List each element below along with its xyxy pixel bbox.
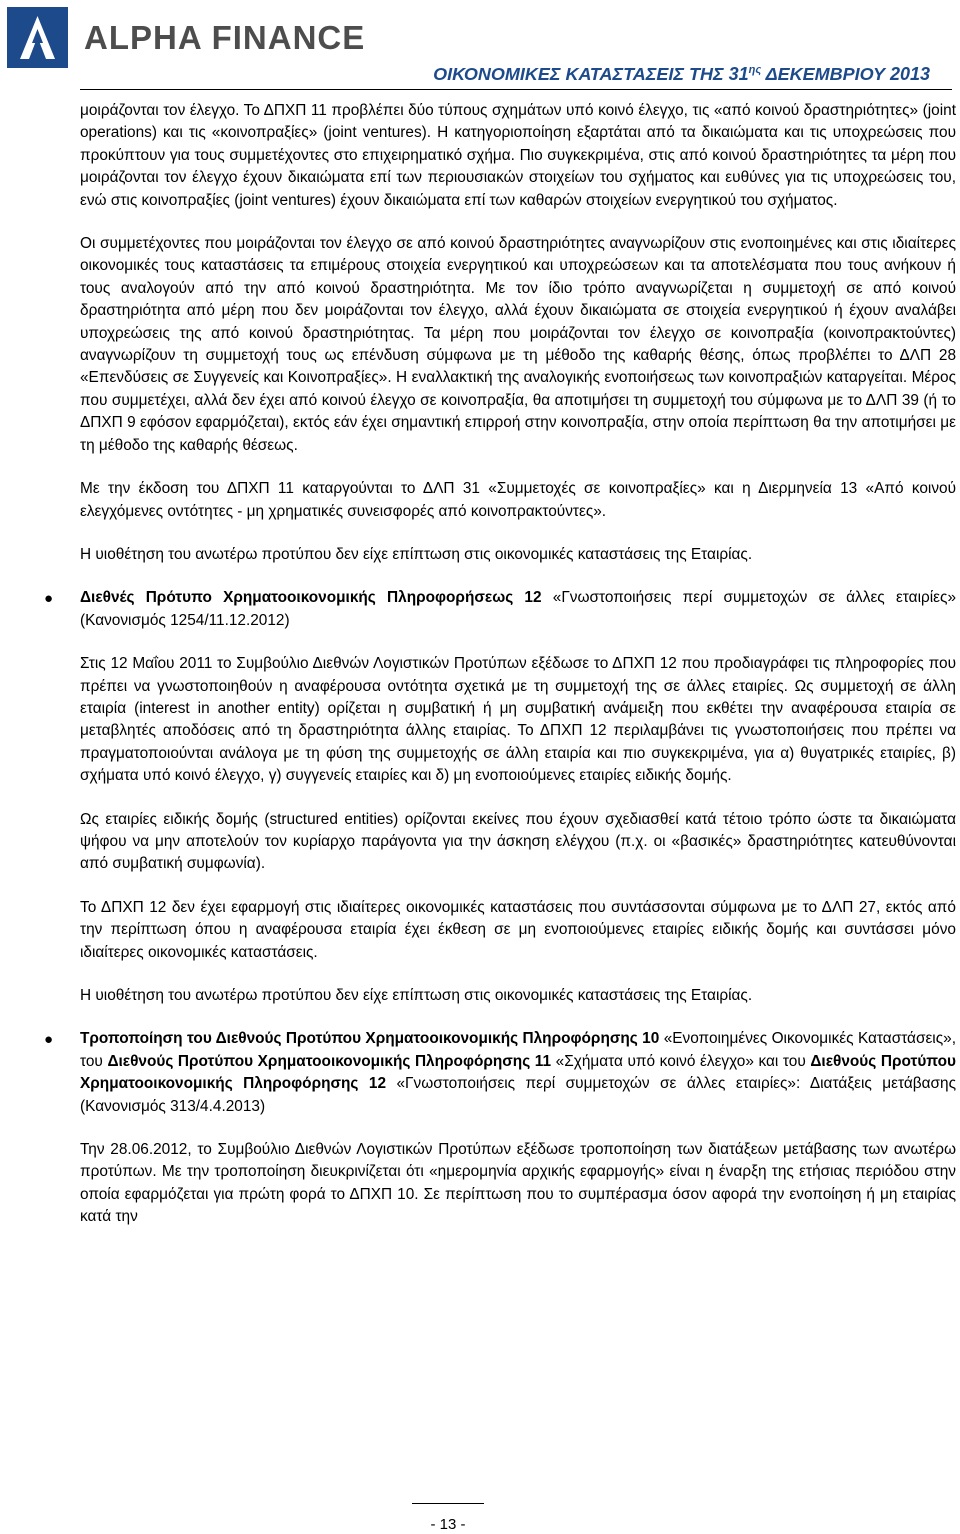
paragraph: Ως εταιρίες ειδικής δομής (structured entities) ορίζονται εκείνες που έχουν σχεδιασθεί κατά τέτοιο τρόπο ώστε τα δικαιώματα ψήφου να μην αποτελούν τον κυρίαρχο παράγοντα για την άσκηση ελέγχου (π.χ. οι «βασικές» δραστηριότητες κατευθύνονται από συμβατική συμφωνία). — [80, 810, 956, 873]
document-title: ΟΙΚΟΝΟΜΙΚΕΣ ΚΑΤΑΣΤΑΣΕΙΣ ΤΗΣ $31^{\eta\varsigma}$ ΔΕΚΕΜΒΡΙΟΥ 2013 — [433, 64, 930, 84]
bullet-icon: ● — [44, 1031, 54, 1049]
alpha-bank-logo-icon — [7, 7, 68, 68]
bullet-heading: Διεθνές Πρότυπο Χρηματοοικονομικής Πληροφορήσεως 12 «Γνωστοποιήσεις περί συμμετοχών σε άλλες εταιρίες» (Κανονισμός 1254/11.12.2012) — [80, 589, 956, 629]
bullet-section-ifrs12 — [44, 587, 956, 1007]
bullet-icon: ● — [44, 590, 54, 608]
bullet-heading: Τροποποίηση του Διεθνούς Προτύπου Χρηματοοικονομικής Πληροφόρησης 10 «Ενοποιημένες Οικονομικές Καταστάσεις», του Διεθνούς Προτύπου Χρηματοοικονομικής Πληροφόρησης 11 «Σχήματα υπό κοινό έλεγχο» και του Διεθνούς Προτύπου Χρηματοοικονομικής Πληροφόρησης 12 «Γνωστοποιήσεις περί συμμετοχών σε άλλες εταιρίες»: Διατάξεις μετάβασης (Κανονισμός 313/4.4.2013) — [80, 1030, 956, 1115]
page-number: - 13 - — [430, 1516, 466, 1533]
bullet-section-transition-amendment — [44, 1028, 956, 1228]
paragraph: μοιράζονται τον έλεγχο. Το ΔΠΧΠ 11 προβλέπει δύο τύπους σχημάτων υπό κοινό έλεγχο, τις «από κοινού δραστηριότητες» (joint operations) και τις «κοινοπραξίες» (joint ventures). Η κατηγοριοποίηση εξαρτάται από τα δικαιώματα και τις υποχρεώσεις που προκύπτουν για τους συμμετέχοντες στο επιχειρηματικό σχήμα. Πιο συγκεκριμένα, στις από κοινού δραστηριότητες τα μέρη που μοιράζονται τον έλεγχο έχουν δικαιώματα επί των περιουσιακών στοιχείων του σχήματος και ευθύνες για τις υποχρεώσεις του, ενώ στις κοινοπραξίες (joint ventures) έχουν δικαιώματα επί των καθαρών στοιχείων ενεργητικού του σχήματος. — [80, 102, 956, 209]
brand-name: ALPHA FINANCE — [84, 19, 366, 56]
header-divider — [80, 89, 952, 90]
footer-divider — [412, 1503, 484, 1504]
paragraph: Με την έκδοση του ΔΠΧΠ 11 καταργούνται το ΔΛΠ 31 «Συμμετοχές σε κοινοπραξίες» και η Διερμηνεία 13 «Από κοινού ελεγχόμενες οντότητες - μη χρηματικές συνεισφορές από κοινοπρακτούντες». — [80, 480, 956, 520]
paragraph: Η υιοθέτηση του ανωτέρω προτύπου δεν είχε επίπτωση στις οικονομικές καταστάσεις της Εταιρίας. — [80, 545, 753, 563]
paragraph: Την 28.06.2012, το Συμβούλιο Διεθνών Λογιστικών Προτύπων εξέδωσε τροποποίηση των διατάξεων μετάβασης των ανωτέρω προτύπων. Με την τροποποίηση διευκρινίζεται ότι «ημερομηνία αρχικής εφαρμογής» είναι η έναρξη της ετήσιας περιόδου στην οποία εφαρμόζεται για πρώτη φορά το ΔΠΧΠ 10. Σε περίπτωση που το συμπέρασμα όσον αφορά την ενοποίηση ή μη εταιρίας κατά την — [80, 1141, 956, 1226]
paragraph: Η υιοθέτηση του ανωτέρω προτύπου δεν είχε επίπτωση στις οικονομικές καταστάσεις της Εταιρίας. — [80, 987, 753, 1004]
paragraph: Οι συμμετέχοντες που μοιράζονται τον έλεγχο σε από κοινού δραστηριότητες αναγνωρίζουν στις ενοποιημένες και στις ιδιαίτερες οικονομικές τους καταστάσεις τα επιμέρους στοιχεία ενεργητικού και υποχρεώσεων και τα αποτελέσματα που τους ανήκουν ή τους αναλογούν από την από κοινού δραστηριότητα. Με τον ίδιο τρόπο αναγνωρίζεται η συμμετοχή σε από κοινού δραστηριότητα από μέρη που δεν μοιράζονται τον έλεγχο, αλλά έχουν δικαιώματα σε στοιχεία ενεργητικού ή έχουν αναλάβει υποχρεώσεις της από κοινού δραστηριότητας. Τα μέρη που μοιράζονται τον έλεγχο σε κοινοπραξία (κοινοπρακτούντες) αναγνωρίζουν τη συμμετοχή τους ως επένδυση σύμφωνα με τη μέθοδο της καθαρής θέσης, όπως προβλέπει το ΔΛΠ 28 «Επενδύσεις σε Συγγενείς και Κοινοπραξίες». Η εναλλακτική της αναλογικής ενοποιήσεως των κοινοπραξιών καταργείται. Μέρος που συμμετέχει, αλλά δεν έχει από κοινού έλεγχο σε κοινοπραξία, θα αποτιμήσει τη συμμετοχή του σύμφωνα με το ΔΛΠ 39 (ή το ΔΠΧΠ 9 εφόσον εφαρμόζεται), εκτός εάν έχει σημαντική επιρροή στην κοινοπραξία, στην οποία περίπτωση θα την αποτιμήσει με τη μέθοδο της καθαρής θέσεως. — [80, 235, 956, 454]
paragraph: Στις 12 Μαΐου 2011 το Συμβούλιο Διεθνών Λογιστικών Προτύπων εξέδωσε το ΔΠΧΠ 12 που προδιαγράφει τις πληροφορίες που πρέπει να γνωστοποιηθούν η αναφέρουσα οντότητα σχετικά με τη συμμετοχή της σε άλλες εταιρίες. Ως συμμετοχή σε άλλη εταιρία (interest in another entity) ορίζεται η συμβατική ή μη συμβατική ανάμειξη που εκθέτει την αναφέρουσα εταιρία σε μεταβλητές αποδόσεις από τη δραστηριότητα άλλης εταιρίας. Το ΔΠΧΠ 12 περιλαμβάνει τις γνωστοποιήσεις που πρέπει να πραγματοποιούνται ανάλογα με τη φύση της συμμετοχής σε άλλη εταιρία και πιο συγκεκριμένα, για α) θυγατρικές εταιρίες, β) σχήματα υπό κοινό έλεγχο, γ) συγγενείς εταιρίες και δ) μη ενοποιούμενες εταιρίες ειδικής δομής. — [80, 655, 956, 785]
document-body — [44, 100, 956, 1250]
paragraph: Το ΔΠΧΠ 12 δεν έχει εφαρμογή στις ιδιαίτερες οικονομικές καταστάσεις που συντάσσονται σύμφωνα με το ΔΛΠ 27, εκτός από την περίπτωση όπου η αναφέρουσα εταιρία έχει έκθεση σε μη ενοποιούμενες εταιρίες ειδικής δομής και συντάσσει μόνο ιδιαίτερες οικονομικές καταστάσεις. — [80, 898, 956, 961]
